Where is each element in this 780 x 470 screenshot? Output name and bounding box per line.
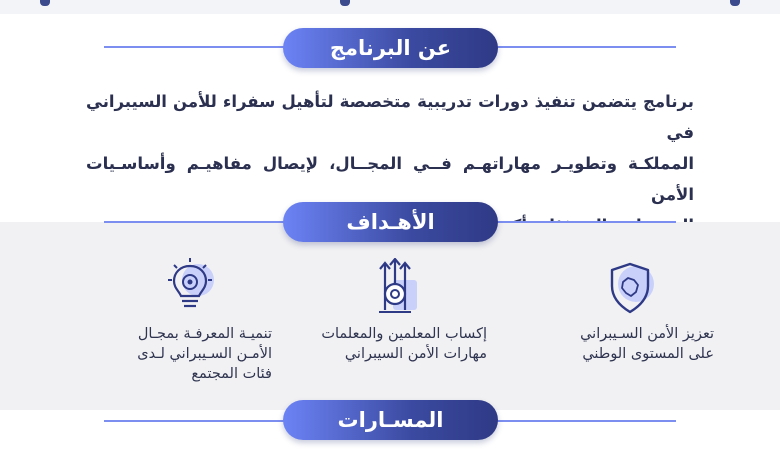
goal-item	[295, 258, 495, 364]
decor-dot	[730, 0, 740, 6]
decor-dot	[340, 0, 350, 6]
shield-map-icon	[598, 258, 662, 318]
goal-label: تعزيز الأمن السـيبراني على المستوى الوطني	[580, 326, 714, 362]
top-strip	[0, 0, 780, 14]
about-line: برنامج يتضمن تنفيذ دورات تدريبية متخصصة لتأهيل سفراء للأمن السيبراني في	[86, 92, 694, 142]
goal-item	[530, 258, 730, 364]
goal-label: إكساب المعلمين والمعلمات مهارات الأمن السيبراني	[321, 326, 487, 362]
section-title-about: عن البرنامج	[283, 28, 498, 68]
lightbulb-gear-icon	[158, 258, 222, 318]
goal-item	[90, 258, 290, 384]
section-title-tracks: المسـارات	[283, 400, 498, 440]
section-title-goals: الأهـداف	[283, 202, 498, 242]
decor-dot	[40, 0, 50, 6]
goal-label: تنميـة المعرفـة بمجـال الأمـن السـيبراني لـدى فئات المجتمع	[137, 326, 272, 382]
about-line: المملكـة وتطويـر مهاراتهـم فــي المجــال، لإيصال مفاهيـم وأساسـيات الأمن	[86, 154, 694, 204]
gear-arrows-icon	[363, 258, 427, 318]
